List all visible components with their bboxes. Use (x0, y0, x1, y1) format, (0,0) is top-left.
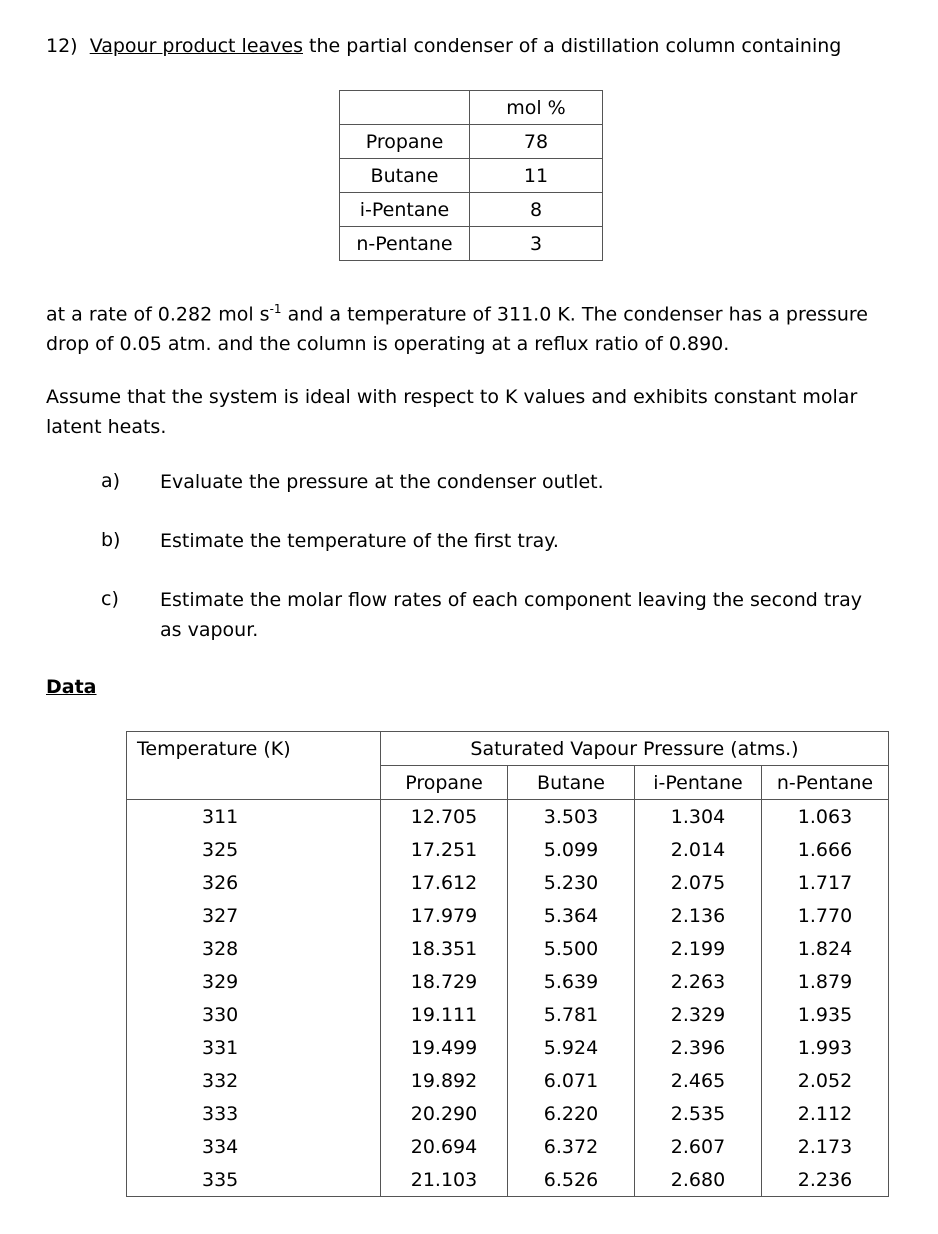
question-statement (46, 35, 841, 57)
vapour-pressure-cell: 2.199 (635, 932, 762, 965)
vapour-pressure-cell: 6.071 (508, 1064, 635, 1097)
component-mol-percent: 8 (470, 193, 603, 227)
vapour-pressure-cell: 1.770 (762, 899, 889, 932)
composition-row (340, 159, 603, 193)
temperature-cell: 311 (127, 800, 381, 834)
temperature-cell: 333 (127, 1097, 381, 1130)
temperature-cell: 332 (127, 1064, 381, 1097)
vapour-pressure-cell: 17.979 (381, 899, 508, 932)
data-heading: Data (46, 676, 97, 698)
vapour-pressure-cell: 18.729 (381, 965, 508, 998)
composition-header-row (340, 91, 603, 125)
vapour-pressure-cell: 5.364 (508, 899, 635, 932)
part-a-label: a) (101, 470, 121, 492)
composition-row (340, 125, 603, 159)
component-header: n-Pentane (762, 766, 889, 800)
vapour-pressure-cell: 19.499 (381, 1031, 508, 1064)
rate-text: at a rate of 0.282 mol s (46, 303, 270, 326)
temperature-header-spacer (127, 766, 381, 800)
vp-header-row (127, 732, 889, 766)
part-b-line: Estimate the temperature of the first tray. (160, 530, 559, 552)
vp-data-row (127, 998, 889, 1031)
component-header: i-Pentane (635, 766, 762, 800)
paragraph-line (46, 294, 868, 329)
vapour-pressure-cell: 5.500 (508, 932, 635, 965)
vapour-pressure-cell: 2.680 (635, 1163, 762, 1197)
vapour-pressure-cell: 2.396 (635, 1031, 762, 1064)
component-header: Propane (381, 766, 508, 800)
paragraph-line: latent heats. (46, 416, 167, 438)
temperature-cell: 330 (127, 998, 381, 1031)
temperature-cell: 327 (127, 899, 381, 932)
vapour-pressure-cell: 1.935 (762, 998, 889, 1031)
vapour-pressure-cell: 2.112 (762, 1097, 889, 1130)
vp-data-row (127, 899, 889, 932)
vapour-pressure-cell: 5.099 (508, 833, 635, 866)
component-name: Propane (340, 125, 470, 159)
vapour-pressure-cell: 17.612 (381, 866, 508, 899)
part-c-line: Estimate the molar flow rates of each component leaving the second tray (160, 589, 862, 611)
question-number: 12) (46, 35, 78, 57)
vapour-pressure-cell: 1.063 (762, 800, 889, 834)
component-mol-percent: 3 (470, 227, 603, 261)
vapour-pressure-cell: 2.263 (635, 965, 762, 998)
temperature-cell: 329 (127, 965, 381, 998)
component-name: i-Pentane (340, 193, 470, 227)
vapour-pressure-cell: 21.103 (381, 1163, 508, 1197)
vapour-pressure-cell: 2.052 (762, 1064, 889, 1097)
vapour-pressure-cell: 6.526 (508, 1163, 635, 1197)
vp-data-row (127, 866, 889, 899)
vp-data-row (127, 965, 889, 998)
vapour-pressure-cell: 19.892 (381, 1064, 508, 1097)
part-b-label: b) (101, 529, 121, 551)
vapour-pressure-cell: 5.639 (508, 965, 635, 998)
composition-table (339, 90, 603, 261)
vapour-pressure-cell: 12.705 (381, 800, 508, 834)
vapour-pressure-cell: 1.304 (635, 800, 762, 834)
part-b-text (160, 526, 559, 556)
component-mol-percent: 11 (470, 159, 603, 193)
vapour-pressure-cell: 18.351 (381, 932, 508, 965)
component-name: n-Pentane (340, 227, 470, 261)
vapour-pressure-cell: 5.924 (508, 1031, 635, 1064)
part-a-text (160, 467, 604, 497)
vapour-pressure-cell: 1.824 (762, 932, 889, 965)
part-c-text (160, 585, 862, 645)
vp-data-row (127, 1130, 889, 1163)
temperature-cell: 325 (127, 833, 381, 866)
vp-component-header-row (127, 766, 889, 800)
vp-data-row (127, 1163, 889, 1197)
composition-row (340, 227, 603, 261)
vapour-pressure-group-header: Saturated Vapour Pressure (atms.) (381, 732, 889, 766)
vapour-pressure-cell: 2.607 (635, 1130, 762, 1163)
operating-conditions-paragraph (46, 294, 868, 359)
vapour-pressure-cell: 2.465 (635, 1064, 762, 1097)
vp-data-row (127, 932, 889, 965)
composition-header-blank (340, 91, 470, 125)
temperature-cell: 331 (127, 1031, 381, 1064)
paragraph-line: drop of 0.05 atm. and the column is operating at a reflux ratio of 0.890. (46, 333, 730, 356)
vapour-pressure-cell: 1.666 (762, 833, 889, 866)
vapour-pressure-cell: 1.879 (762, 965, 889, 998)
part-c-label: c) (101, 588, 119, 610)
vapour-pressure-cell: 20.694 (381, 1130, 508, 1163)
component-name: Butane (340, 159, 470, 193)
vapour-pressure-cell: 5.230 (508, 866, 635, 899)
question-underlined-phrase: Vapour product leaves (89, 35, 303, 57)
temperature-text: and a temperature of 311.0 K. The condenser has a pressure (281, 303, 868, 326)
composition-header-mol-percent: mol % (470, 91, 603, 125)
vapour-pressure-cell: 20.290 (381, 1097, 508, 1130)
vapour-pressure-cell: 2.136 (635, 899, 762, 932)
temperature-cell: 334 (127, 1130, 381, 1163)
part-a-line: Evaluate the pressure at the condenser outlet. (160, 471, 604, 493)
vp-data-row (127, 833, 889, 866)
vp-data-row (127, 1097, 889, 1130)
assumptions-paragraph (46, 382, 857, 442)
vapour-pressure-cell: 2.173 (762, 1130, 889, 1163)
vapour-pressure-cell: 17.251 (381, 833, 508, 866)
vapour-pressure-cell: 6.220 (508, 1097, 635, 1130)
temperature-cell: 335 (127, 1163, 381, 1197)
vapour-pressure-table (126, 731, 889, 1197)
vapour-pressure-cell: 3.503 (508, 800, 635, 834)
vapour-pressure-cell: 2.535 (635, 1097, 762, 1130)
vapour-pressure-cell: 2.014 (635, 833, 762, 866)
vapour-pressure-cell: 6.372 (508, 1130, 635, 1163)
temperature-cell: 326 (127, 866, 381, 899)
component-header: Butane (508, 766, 635, 800)
vapour-pressure-cell: 2.236 (762, 1163, 889, 1197)
vapour-pressure-cell: 1.717 (762, 866, 889, 899)
temperature-header: Temperature (K) (127, 732, 381, 766)
superscript-exponent: -1 (269, 302, 282, 316)
component-mol-percent: 78 (470, 125, 603, 159)
part-c-line: as vapour. (160, 619, 259, 641)
vp-data-row (127, 1064, 889, 1097)
composition-row (340, 193, 603, 227)
vp-data-row (127, 800, 889, 834)
vapour-pressure-cell: 2.329 (635, 998, 762, 1031)
vapour-pressure-cell: 5.781 (508, 998, 635, 1031)
vapour-pressure-cell: 2.075 (635, 866, 762, 899)
paragraph-line: Assume that the system is ideal with respect to K values and exhibits constant molar (46, 386, 858, 408)
question-text: the partial condenser of a distillation column containing (303, 35, 842, 57)
vapour-pressure-cell: 1.993 (762, 1031, 889, 1064)
vp-data-row (127, 1031, 889, 1064)
vapour-pressure-cell: 19.111 (381, 998, 508, 1031)
temperature-cell: 328 (127, 932, 381, 965)
